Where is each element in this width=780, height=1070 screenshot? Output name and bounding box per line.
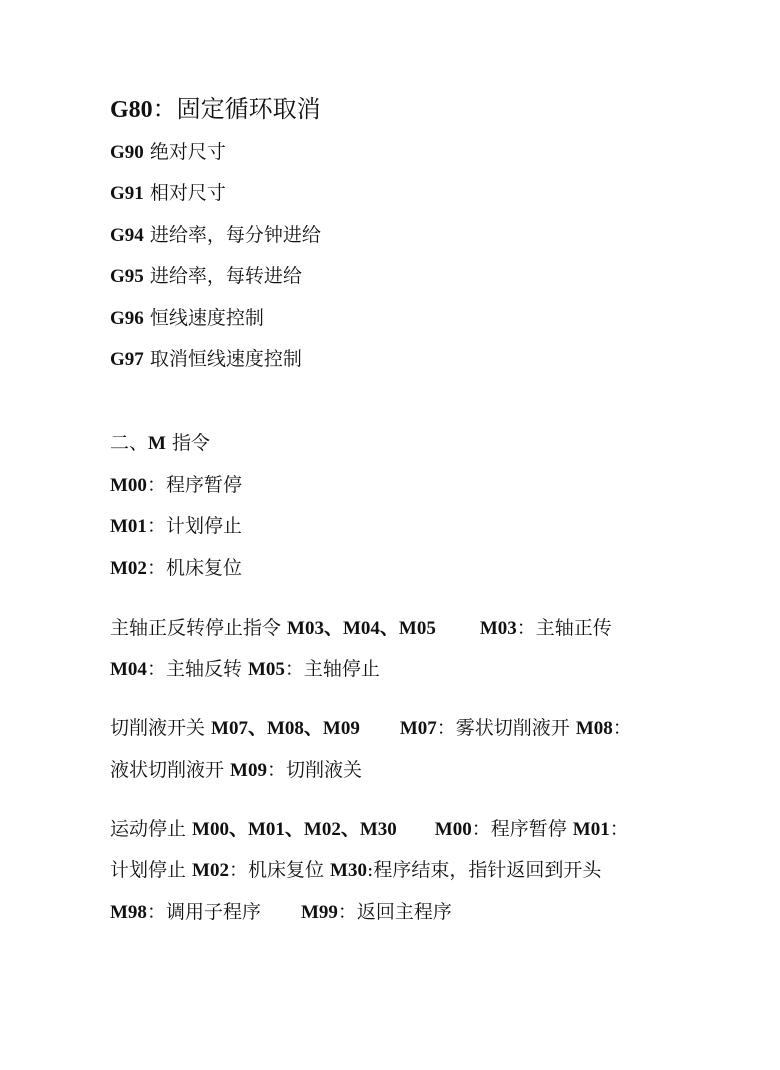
m98-text: ：调用子程序 (146, 901, 261, 923)
m-heading-suffix: 指令 (165, 432, 210, 454)
g91-line (110, 181, 226, 206)
coolant-m08-text: 液状切削液开 (110, 759, 231, 781)
g80-code: G80 (110, 97, 153, 123)
coolant-intro: 切削液开关 (110, 717, 212, 739)
stop-m00-code: M00 (434, 819, 472, 840)
m00-code: M00 (110, 475, 147, 496)
g94-code: G94 (110, 225, 144, 246)
stop-m01-colon: ： (609, 818, 629, 840)
stop-m02-code: M02 (192, 860, 229, 881)
m-section-heading (110, 431, 210, 456)
g91-text: 相对尺寸 (143, 182, 226, 204)
g95-line (110, 264, 302, 289)
coolant-m07-text: ：雾状切削液开 (436, 717, 576, 739)
spindle-line-1 (110, 616, 612, 641)
g94-line (110, 223, 321, 248)
coolant-m07-code: M07 (399, 718, 437, 739)
spindle-m04-text: ：主轴反转 (146, 658, 248, 680)
coolant-m08-code: M08 (575, 718, 613, 739)
g90-text: 绝对尺寸 (143, 141, 226, 163)
stop-line-2 (110, 858, 601, 883)
g80-text: ：固定循环取消 (152, 95, 321, 123)
spindle-line-2 (110, 657, 380, 682)
m-heading-prefix: 二、 (110, 432, 149, 454)
stop-codes: M00、M01、M02、M30 (192, 819, 397, 840)
stop-m01-text: 计划停止 (110, 859, 193, 881)
stop-line-3 (110, 900, 452, 925)
m00-text: ：程序暂停 (146, 474, 242, 496)
g95-text: 进给率，每转进给 (143, 265, 302, 287)
spindle-intro: 主轴正反转停止指令 (110, 617, 288, 639)
spindle-m05-code: M05 (247, 659, 285, 680)
spindle-codes: M03、M04、M05 (287, 618, 436, 639)
spindle-m05-text: ：主轴停止 (284, 658, 380, 680)
coolant-m08-colon: ： (612, 717, 632, 739)
spindle-m03-code: M03 (479, 618, 517, 639)
coolant-line-1 (110, 716, 632, 741)
m-heading-code: M (148, 433, 166, 454)
m99-code: M99 (300, 902, 338, 923)
g96-text: 恒线速度控制 (143, 307, 264, 329)
g97-code: G97 (110, 349, 144, 370)
g95-code: G95 (110, 266, 144, 287)
g94-text: 进给率，每分钟进给 (143, 224, 321, 246)
g90-line (110, 140, 226, 165)
m98-code: M98 (110, 902, 147, 923)
g80-title (110, 94, 321, 125)
g91-code: G91 (110, 183, 144, 204)
stop-line-1 (110, 817, 629, 842)
m02-line (110, 556, 242, 581)
m99-text: ：返回主程序 (337, 901, 452, 923)
stop-m02-text: ：机床复位 (228, 859, 331, 881)
m01-line (110, 514, 242, 539)
spindle-m03-text: ：主轴正传 (516, 617, 612, 639)
g90-code: G90 (110, 142, 144, 163)
coolant-line-2 (110, 758, 362, 783)
stop-m30-code: M30 (330, 860, 367, 881)
coolant-m09-code: M09 (230, 760, 267, 781)
stop-m30-text: :程序结束，指针返回到开头 (366, 859, 602, 881)
stop-m01-code: M01 (572, 819, 610, 840)
stop-m00-text: ：程序暂停 (471, 818, 573, 840)
g97-line (110, 347, 302, 372)
m02-text: ：机床复位 (146, 557, 242, 579)
m02-code: M02 (110, 558, 147, 579)
m00-line (110, 473, 242, 498)
coolant-m09-text: ：切削液关 (266, 759, 362, 781)
spindle-m04-code: M04 (110, 659, 147, 680)
stop-intro: 运动停止 (110, 818, 193, 840)
g96-code: G96 (110, 308, 144, 329)
g96-line (110, 306, 264, 331)
m01-text: ：计划停止 (146, 515, 242, 537)
m01-code: M01 (110, 516, 147, 537)
coolant-codes: M07、M08、M09 (211, 718, 360, 739)
g97-text: 取消恒线速度控制 (143, 348, 302, 370)
